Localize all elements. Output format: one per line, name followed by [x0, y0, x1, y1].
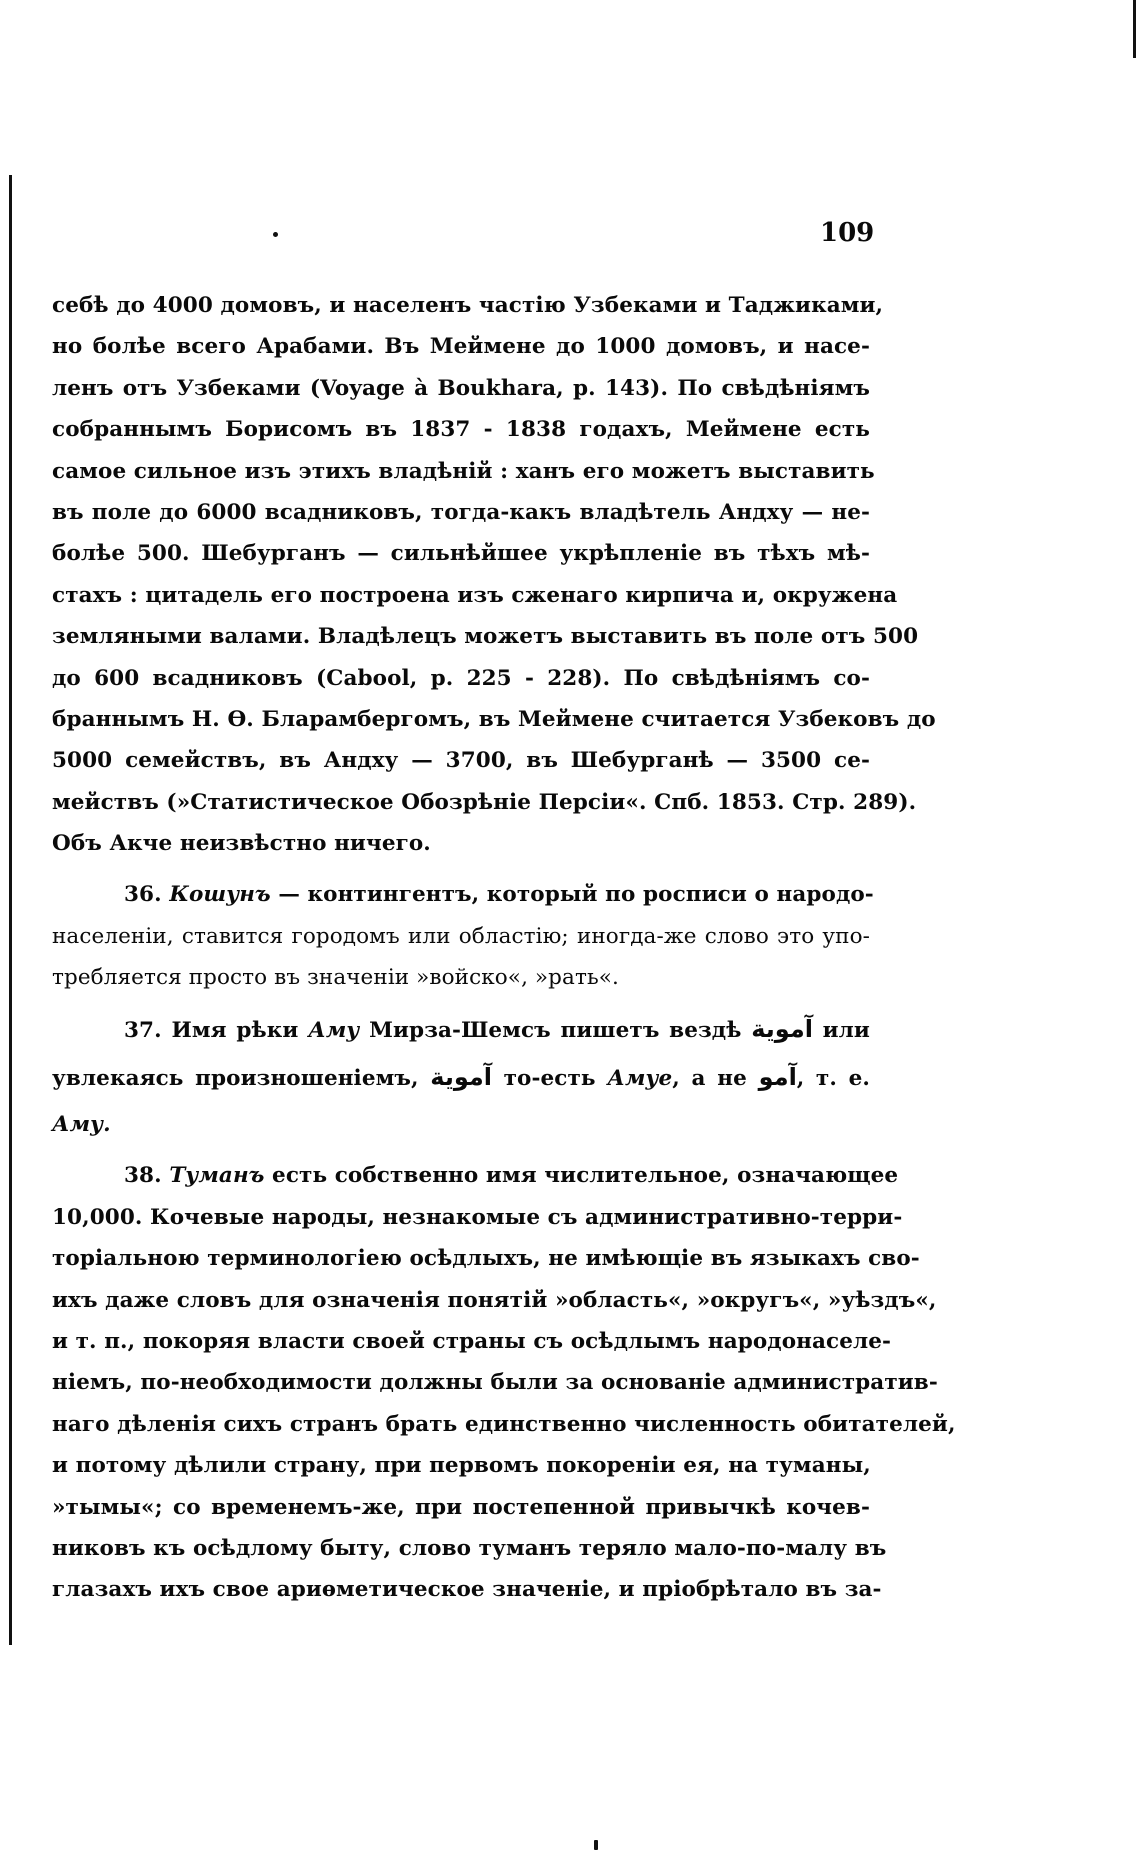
note-38-line: и т. п., покоряя власти своей страны съ осѣдлымъ народонаселе- [52, 1328, 892, 1354]
text-line: себѣ до 4000 домовъ, и населенъ частію Узбеками и Таджиками, [52, 293, 884, 318]
note-38-line: ихъ даже словъ для означенія понятій »область«, »округъ«, »уѣздъ«, [52, 1287, 937, 1313]
note-text: или [822, 1017, 870, 1043]
text-line: въ поле до 6000 всадниковъ, тогда-какъ владѣтель Андху — не- [52, 499, 870, 525]
scan-speck [594, 1840, 598, 1850]
river-name: Аму [308, 1017, 360, 1043]
text-line: земляными валами. Владѣлецъ можетъ выставить въ поле отъ 500 [52, 624, 919, 650]
note-text: увлекаясь произношеніемъ, [52, 1066, 419, 1092]
arabic-word: آموية [751, 1014, 813, 1043]
note-38-line: никовъ къ осѣдлому быту, слово туманъ теряло мало-по-малу въ [52, 1535, 887, 1561]
note-text: Мирза-Шемсъ пишетъ вездѣ [369, 1017, 742, 1043]
note-number: 36. [124, 882, 162, 908]
note-37-line [52, 1104, 870, 1145]
note-38-line: 10,000. Кочевые народы, незнакомые съ административно-терри- [52, 1204, 903, 1230]
note-term: Туманъ [169, 1163, 265, 1189]
text-line: Объ Акче неизвѣстно ничего. [52, 831, 431, 857]
scan-left-edge [9, 175, 12, 1645]
text-line: самое сильное изъ этихъ владѣній : ханъ его можетъ выставить [52, 458, 875, 484]
note-37-line [52, 1009, 870, 1050]
note-number: 37. [124, 1017, 162, 1043]
note-text: то-есть [503, 1066, 596, 1092]
note-36-line: требляется просто въ значеніи »войско«, »рать«. [52, 965, 619, 991]
scan-speck [273, 232, 278, 237]
note-36-line: населеніи, ставится городомъ или областію; иногда-же слово это упо- [52, 923, 870, 949]
text-line: стахъ : цитадель его построена изъ сженаго кирпича и, окружена [52, 582, 898, 608]
text-line: 5000 семействъ, въ Андху — 3700, въ Шебурганѣ — 3500 се- [52, 748, 870, 774]
note-text: , а не [672, 1066, 747, 1092]
note-38-line [52, 1155, 899, 1196]
note-38-line: глазахъ ихъ свое ариѳметическое значеніе, и пріобрѣтало въ за- [52, 1577, 882, 1603]
note-38-line: »тымы«; со временемъ-же, при постепенной привычкѣ кочев- [52, 1494, 870, 1520]
text-line: браннымъ Н. Ѳ. Бларамбергомъ, въ Меймене считается Узбековъ до [52, 706, 936, 732]
note-text: — контингентъ, который по росписи о народо- [278, 882, 874, 908]
text-line: но болѣе всего Арабами. Въ Меймене до 1000 домовъ, и насе- [52, 334, 870, 360]
note-37-line [52, 1050, 870, 1104]
note-text: , т. е. [796, 1066, 870, 1092]
note-38-line: наго дѣленія сихъ странъ брать единственно численность обитателей, [52, 1411, 956, 1437]
note-text: есть собственно имя числительное, означающее [272, 1163, 899, 1189]
text-line: собраннымъ Борисомъ въ 1837 - 1838 годахъ, Меймене есть [52, 417, 870, 443]
note-36-line [52, 874, 874, 915]
note-38-line: торіальною терминологіею осѣдлыхъ, не имѣющіе въ языкахъ сво- [52, 1246, 920, 1272]
note-number: 38. [124, 1163, 162, 1189]
river-name: Аму. [52, 1112, 111, 1138]
text-line: мействъ (»Статистическое Обозрѣніе Персіи«. Спб. 1853. Стр. 289). [52, 789, 917, 815]
note-38-line: ніемъ, по-необходимости должны были за основаніе административ- [52, 1370, 938, 1396]
note-38-line: и потому дѣлили страну, при первомъ покореніи ея, на туманы, [52, 1453, 871, 1479]
text-line: ленъ отъ Узбеками (Voyage à Boukhara, p. 143). По свѣдѣніямъ [52, 375, 870, 401]
scan-right-edge [1133, 0, 1136, 58]
page-number: 109 [820, 218, 875, 248]
note-term: Кошунъ [169, 882, 271, 908]
arabic-word: آموية [430, 1063, 492, 1092]
note-text: Имя рѣки [171, 1017, 299, 1043]
text-line: болѣе 500. Шебурганъ — сильнѣйшее укрѣпленіе въ тѣхъ мѣ- [52, 541, 870, 567]
text-column [52, 285, 956, 1611]
river-name: Амуе [607, 1066, 673, 1092]
text-line: до 600 всадниковъ (Cabool, p. 225 - 228). По свѣдѣніямъ со- [52, 665, 870, 691]
arabic-word: آمو [758, 1063, 797, 1092]
